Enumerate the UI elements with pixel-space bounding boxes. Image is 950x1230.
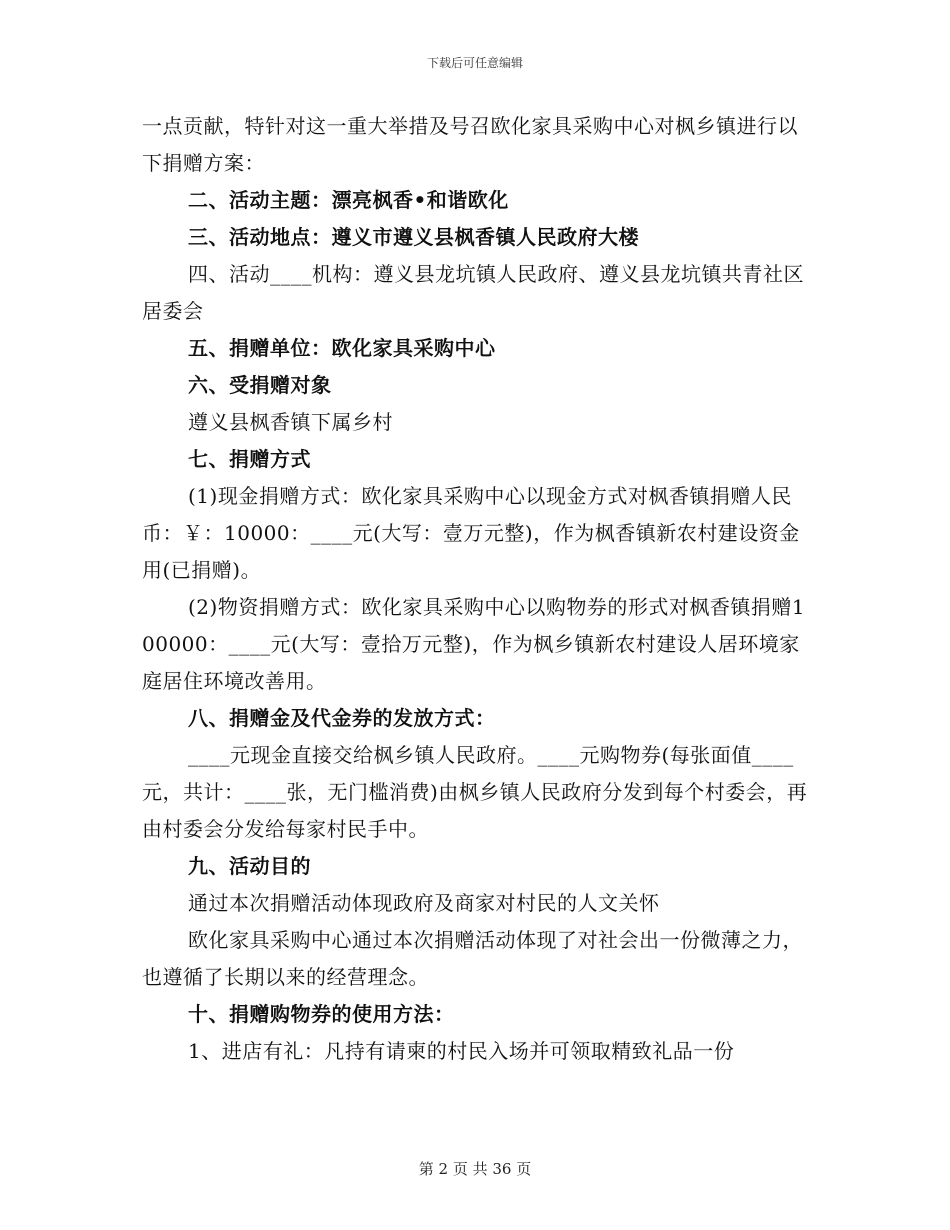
- paragraph-purpose-1: 通过本次捐赠活动体现政府及商家对村民的人文关怀: [188, 891, 660, 915]
- paragraph-recipients: 遵义县枫香镇下属乡村: [188, 410, 393, 434]
- paragraph-intro: 一点贡献，特针对这一重大举措及号召欧化家具采购中心对枫乡镇进行以下捐赠方案：: [142, 114, 798, 175]
- paragraph-purpose-2: 欧化家具采购中心通过本次捐赠活动体现了对社会出一份微薄之力，也遵循了长期以来的经营理念。: [142, 928, 803, 989]
- heading-activity-purpose: 九、活动目的: [188, 854, 311, 878]
- header-note: 下载后可任意编辑: [426, 56, 523, 70]
- heading-activity-location: 三、活动地点：遵义市遵义县枫香镇人民政府大楼: [188, 225, 639, 249]
- document-body: [142, 108, 810, 1070]
- paragraph-cash-donation: (1)现金捐赠方式：欧化家具采购中心以现金方式对枫香镇捐赠人民币：￥：10000：____元(大写：壹万元整)，作为枫香镇新农村建设资金用(已捐赠)。: [142, 484, 800, 582]
- paragraph-goods-donation: (2)物资捐赠方式：欧化家具采购中心以购物券的形式对枫香镇捐赠100000：____元(大写：壹拾万元整)，作为枫乡镇新农村建设人居环境家庭居住环境改善用。: [142, 595, 806, 693]
- heading-distribution-method: 八、捐赠金及代金券的发放方式：: [188, 706, 496, 730]
- heading-recipients: 六、受捐赠对象: [188, 373, 332, 397]
- paragraph-voucher-usage-1: 1、进店有礼：凡持有请柬的村民入场并可领取精致礼品一份: [188, 1039, 735, 1063]
- page-number-footer: 第 2 页 共 36 页: [418, 1160, 532, 1178]
- heading-voucher-usage: 十、捐赠购物券的使用方法：: [188, 1002, 455, 1026]
- heading-donation-method: 七、捐赠方式: [188, 447, 311, 471]
- paragraph-organizers: 四、活动____机构：遵义县龙坑镇人民政府、遵义县龙坑镇共青社区居委会: [142, 262, 804, 323]
- heading-activity-theme: 二、活动主题：漂亮枫香•和谐欧化: [188, 188, 509, 212]
- paragraph-distribution: ____元现金直接交给枫乡镇人民政府。____元购物券(每张面值____元，共计：____张，无门槛消费)由枫乡镇人民政府分发到每个村委会，再由村委会分发给每家村民手中。: [142, 743, 808, 841]
- heading-donor: 五、捐赠单位：欧化家具采购中心: [188, 336, 496, 360]
